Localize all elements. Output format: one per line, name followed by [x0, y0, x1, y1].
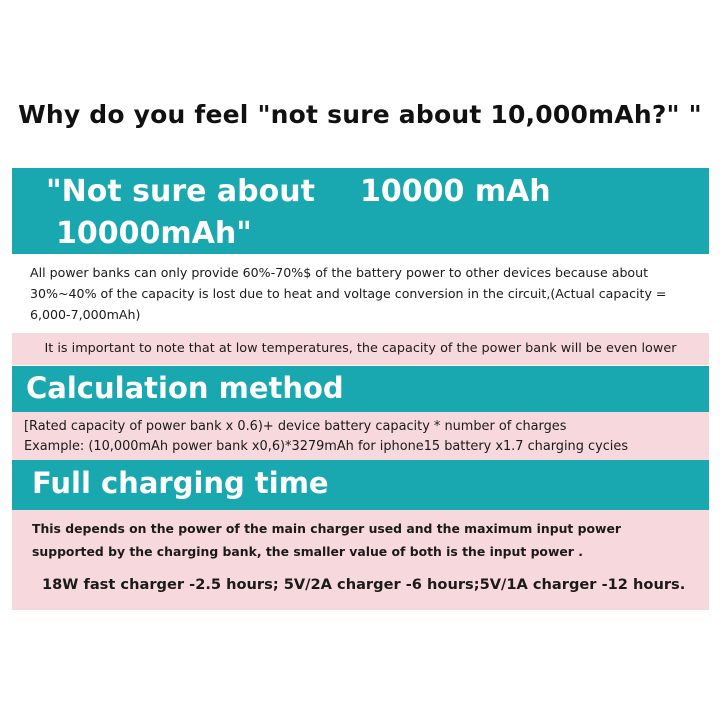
- claim-text: [46, 171, 315, 255]
- capacity-label: 10000 mAh: [360, 174, 551, 209]
- temperature-warning: It is important to note that at low temperatures, the capacity of the power bank will be even lower: [12, 333, 709, 365]
- headline: Why do you feel "not sure about 10,000mAh?" ": [18, 100, 702, 129]
- calculation-method-heading: Calculation method: [12, 366, 709, 412]
- claim-line-2: 10000mAh": [56, 216, 252, 251]
- intro-paragraph: All power banks can only provide 60%-70%$ of the battery power to other devices because about 30%~40% of the capacity is lost due to heat and voltage conversion in the circuit,(Actual capacity = 6,000-7,000mAh): [30, 265, 667, 322]
- calculation-formula: [Rated capacity of power bank x 0.6)+ device battery capacity * number of charges: [24, 419, 567, 434]
- charging-times: 18W fast charger -2.5 hours; 5V/2A charger -6 hours;5V/1A charger -12 hours.: [42, 576, 686, 593]
- full-charging-time-heading: Full charging time: [12, 460, 709, 510]
- claim-banner: [12, 168, 709, 254]
- claim-line-1: "Not sure about: [46, 174, 315, 209]
- charging-description: This depends on the power of the main charger used and the maximum input power supported by the charging bank, the smaller value of both is the input power .: [32, 521, 621, 559]
- calculation-box: [12, 412, 709, 460]
- calculation-example: Example: (10,000mAh power bank x0,6)*3279mAh for iphone15 battery x1.7 charging cycies: [24, 439, 629, 454]
- charging-box: [12, 510, 709, 610]
